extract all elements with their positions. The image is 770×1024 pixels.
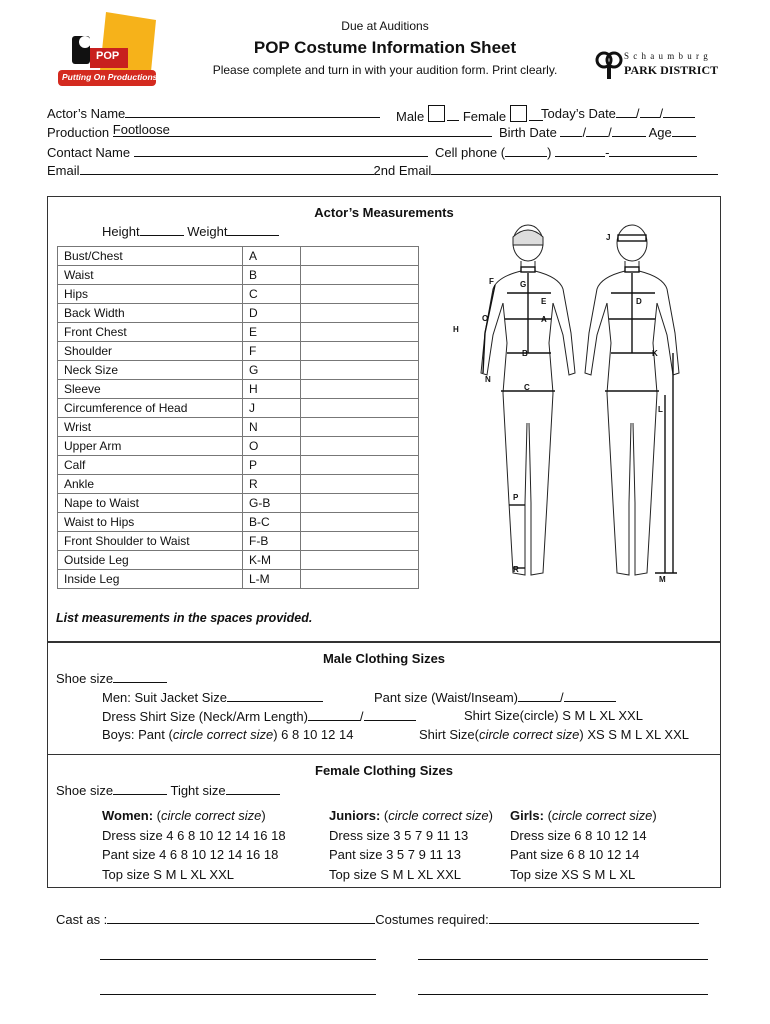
birth-year-field[interactable] [612,124,646,137]
measurements-title: Actor’s Measurements [314,205,454,220]
costumes-line-2[interactable] [418,947,708,960]
cell-phone-row: Cell phone ( ) - [435,144,697,160]
measurement-code: B-C [243,513,301,532]
women-pant[interactable]: Pant size 4 6 8 10 12 14 16 18 [102,847,279,862]
measurement-label: Front Shoulder to Waist [58,532,243,551]
figure-label-g: G [520,280,527,289]
boys-pant-label-i: circle correct size [172,727,274,742]
height-weight-row [102,223,279,239]
district-name: PARK DISTRICT [624,63,719,77]
figure-label-p: P [513,493,519,502]
measurement-label: Outside Leg [58,551,243,570]
boys-shirt-options[interactable] [419,727,689,742]
measurement-code: O [243,437,301,456]
figure-label-e: E [541,297,547,306]
logo-tagline: Putting On Productions [62,72,158,82]
measurement-code: H [243,380,301,399]
measurement-value-field[interactable] [301,380,419,399]
male-sizes-section [47,642,721,755]
weight-field[interactable] [227,223,279,236]
shirt-size-options[interactable]: Shirt Size(circle) S M L XL XXL [464,708,643,723]
measurement-code: E [243,323,301,342]
figure-label-o: O [482,314,489,323]
juniors-dress[interactable]: Dress size 3 5 7 9 11 13 [329,827,469,843]
dress-shirt-arm-field[interactable] [364,708,416,721]
measurement-label: Waist to Hips [58,513,243,532]
male-shoe-label: Shoe size [56,671,114,686]
measurement-value-field[interactable] [301,266,419,285]
measurement-value-field[interactable] [301,323,419,342]
production-field[interactable] [113,124,492,137]
email-label: Email [47,163,80,178]
measurement-label: Front Chest [58,323,243,342]
measurement-row [58,380,419,399]
dress-shirt-neck-field[interactable] [308,708,360,721]
girls-heading: Girls: (circle correct size) [510,808,657,823]
birth-date-row: Birth Date / / Age [499,124,696,140]
actors-name-label: Actor’s Name [47,106,126,121]
contact-row [47,144,428,160]
measurement-code: J [243,399,301,418]
female-shoe-field[interactable] [113,782,167,795]
measurement-code: R [243,475,301,494]
figure-label-r: R [513,565,519,574]
boys-shirt-label-i: circle correct size [478,727,580,742]
park-district-logo [594,50,726,82]
measurement-label: Wrist [58,418,243,437]
figure-label-f: F [489,277,494,286]
measurement-row [58,570,419,589]
girls-dress[interactable]: Dress size 6 8 10 12 14 [510,827,647,843]
measurement-code: F [243,342,301,361]
boys-shirt-label-b: ) XS S M L XL XXL [579,727,689,742]
measurement-row [58,437,419,456]
juniors-column [329,806,493,884]
measurement-row [58,323,419,342]
female-checkbox[interactable] [510,105,527,122]
costumes-line-3[interactable] [418,982,708,995]
dress-shirt-row: Dress Shirt Size (Neck/Arm Length) / [102,708,416,724]
measurement-code: A [243,247,301,266]
measurement-value-field[interactable] [301,342,419,361]
email-field[interactable] [80,162,374,175]
measurement-label: Inside Leg [58,570,243,589]
women-dress[interactable]: Dress size 4 6 8 10 12 14 16 18 [102,827,286,843]
costumes-label: Costumes required: [375,912,489,927]
female-sizes-section [47,754,721,888]
measurement-code: F-B [243,532,301,551]
measurement-value-field[interactable] [301,456,419,475]
measurement-code: N [243,418,301,437]
boys-pant-options[interactable] [102,727,353,742]
measurement-label: Ankle [58,475,243,494]
gender-row [396,105,543,124]
measurement-value-field[interactable] [301,247,419,266]
contact-name-field[interactable] [134,144,428,157]
actors-name-field[interactable] [125,105,380,118]
measurement-code: C [243,285,301,304]
measurement-row [58,551,419,570]
pant-inseam-field[interactable] [564,689,616,702]
top-note: Due at Auditions [341,19,429,33]
email2-label: 2nd Email [373,163,432,178]
boys-shirt-label-a: Shirt Size( [419,727,479,742]
measurement-label: Sleeve [58,380,243,399]
female-shoe-label: Shoe size [56,783,114,798]
age-label: Age [648,125,672,140]
figure-label-l: L [658,405,663,414]
cast-as-field[interactable] [107,911,375,924]
measurement-row [58,361,419,380]
measurement-row [58,456,419,475]
cast-as-label: Cast as : [56,912,108,927]
female-label: Female [462,109,507,124]
measurement-value-field[interactable] [301,399,419,418]
figure-label-h: H [453,325,459,334]
juniors-pant[interactable]: Pant size 3 5 7 9 11 13 [329,847,462,862]
production-row [47,124,492,140]
figure-label-d: D [636,297,642,306]
measurement-label: Back Width [58,304,243,323]
tight-size-field[interactable] [226,782,280,795]
date-month-field[interactable] [616,105,636,118]
measurement-row [58,399,419,418]
measurement-label: Nape to Waist [58,494,243,513]
pant-size-label: Pant size (Waist/Inseam) [374,690,519,705]
female-sizes-title: Female Clothing Sizes [315,763,453,778]
measurement-row [58,513,419,532]
male-checkbox[interactable] [428,105,445,122]
measurement-value-field[interactable] [301,532,419,551]
actors-name-row [47,105,380,121]
height-field[interactable] [140,223,184,236]
measurement-value-field[interactable] [301,285,419,304]
email-row [47,162,718,178]
measurement-code: G [243,361,301,380]
production-label: Production [47,125,110,140]
male-shoe-field[interactable] [113,670,167,683]
female-shoe-row [56,782,280,798]
figure-label-b: B [522,349,528,358]
figure-label-n: N [485,375,491,384]
suit-jacket-label: Men: Suit Jacket Size [102,690,227,705]
measurement-label: Waist [58,266,243,285]
production-value: Footloose [112,122,170,137]
figure-label-a: A [541,315,547,324]
phone-prefix-field[interactable] [555,144,605,157]
measurement-row [58,475,419,494]
height-label: Height [102,224,140,239]
girls-column [510,806,657,884]
page-subtitle: Please complete and turn in with your audition form. Print clearly. [212,63,558,77]
district-top: S c h a u m b u r g [624,51,709,61]
measurement-value-field[interactable] [301,551,419,570]
measurement-row [58,342,419,361]
page-title: POP Costume Information Sheet [253,38,517,57]
girls-top[interactable]: Top size XS S M L XL [510,866,636,882]
measurement-row [58,285,419,304]
cast-as-line-3[interactable] [100,982,376,995]
male-sizes-title: Male Clothing Sizes [322,651,446,666]
male-label: Male [396,109,425,124]
measurement-value-field[interactable] [301,361,419,380]
measurement-row [58,266,419,285]
birth-day-field[interactable] [586,124,608,137]
juniors-top[interactable]: Top size S M L XL XXL [329,866,461,882]
measurement-row [58,247,419,266]
measurement-label: Shoulder [58,342,243,361]
measurements-note: List measurements in the spaces provided. [56,611,313,625]
suit-jacket-field[interactable] [227,689,323,702]
measurement-label: Upper Arm [58,437,243,456]
measurement-value-field[interactable] [301,418,419,437]
women-heading: Women: (circle correct size) [102,808,266,823]
measurement-value-field[interactable] [301,513,419,532]
date-year-field[interactable] [663,105,695,118]
measurement-code: B [243,266,301,285]
measurement-row [58,494,419,513]
juniors-heading: Juniors: (circle correct size) [329,808,494,823]
measurement-label: Circumference of Head [58,399,243,418]
figure-label-c: C [524,383,530,392]
birth-month-field[interactable] [560,124,582,137]
figure-label-k: K [652,349,658,358]
figure-label-j: J [606,233,611,242]
measurements-table [57,246,419,589]
todays-date-label: Today’s Date [541,106,616,121]
women-column [102,806,286,884]
measurement-value-field[interactable] [301,437,419,456]
costumes-field[interactable] [489,911,699,924]
girls-pant[interactable]: Pant size 6 8 10 12 14 [510,847,640,862]
area-code-field[interactable] [505,144,547,157]
weight-label: Weight [187,224,228,239]
pant-waist-field[interactable] [518,689,560,702]
contact-name-label: Contact Name [47,145,131,160]
measurement-row [58,418,419,437]
phone-line-field[interactable] [609,144,697,157]
tight-size-label: Tight size [170,783,226,798]
cast-as-line-2[interactable] [100,947,376,960]
male-shoe-row [56,670,167,686]
cast-as-row [56,911,699,927]
suit-jacket-row [102,689,323,705]
measurement-value-field[interactable] [301,304,419,323]
measurement-code: D [243,304,301,323]
measurement-value-field[interactable] [301,570,419,589]
date-day-field[interactable] [640,105,660,118]
measurement-code: L-M [243,570,301,589]
measurement-row [58,532,419,551]
figure-label-m: M [659,575,666,584]
measurement-code: G-B [243,494,301,513]
dress-shirt-label: Dress Shirt Size (Neck/Arm Length) [102,709,308,724]
email2-field[interactable] [431,162,718,175]
pant-size-row: Pant size (Waist/Inseam) / [374,689,616,705]
boys-pant-label-a: Boys: Pant ( [102,727,173,742]
measurement-value-field[interactable] [301,494,419,513]
measurement-label: Hips [58,285,243,304]
logo-badge: POP [96,50,120,62]
cell-phone-label: Cell phone ( [435,145,506,160]
boys-pant-label-b: ) 6 8 10 12 14 [273,727,354,742]
measurement-row [58,304,419,323]
measurement-code: P [243,456,301,475]
age-field[interactable] [672,124,696,137]
todays-date-row: Today’s Date / / [541,105,695,121]
measurement-label: Neck Size [58,361,243,380]
women-top[interactable]: Top size S M L XL XXL [102,866,234,882]
measurement-label: Calf [58,456,243,475]
measurement-value-field[interactable] [301,475,419,494]
birth-date-label: Birth Date [499,125,557,140]
measurement-code: K-M [243,551,301,570]
measurement-label: Bust/Chest [58,247,243,266]
